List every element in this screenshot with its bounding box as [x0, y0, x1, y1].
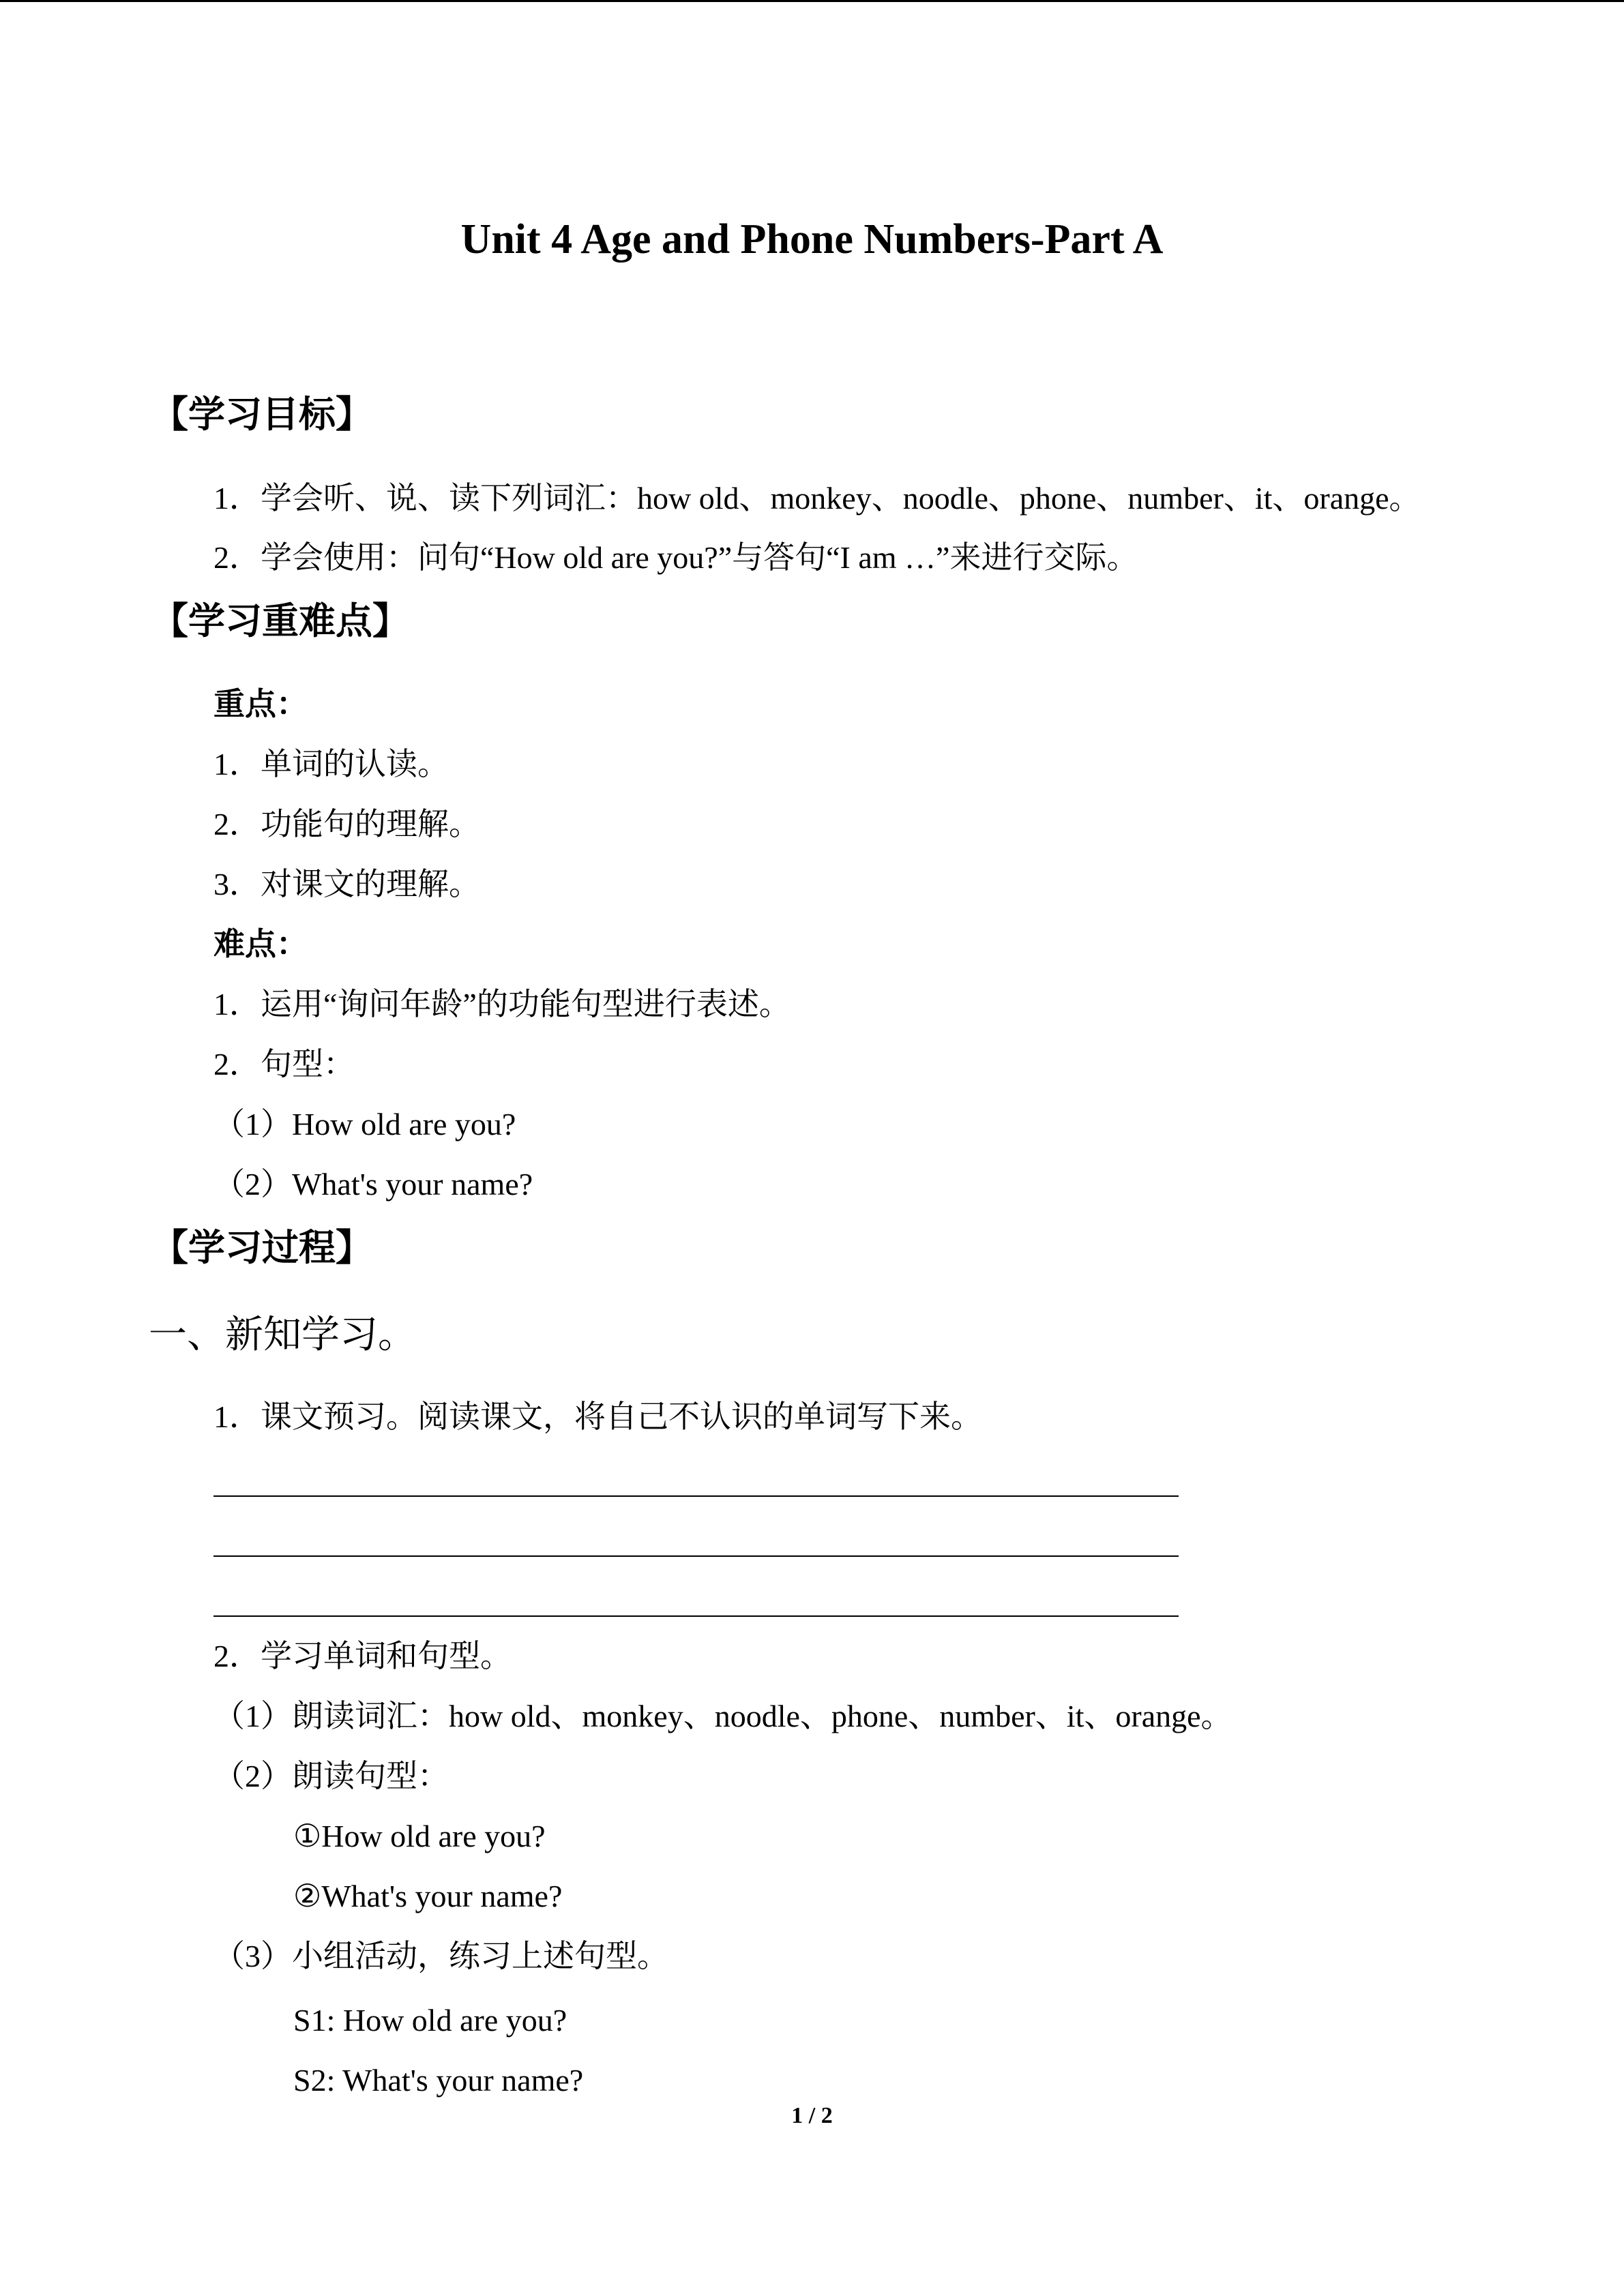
answer-blank-line[interactable]	[213, 1615, 1179, 1617]
sub-step-sentences: （2）朗读句型：	[213, 1759, 449, 1793]
dialog-line: S2: What's your name?	[293, 2063, 584, 2098]
sub-step-group: （3）小组活动，练习上述句型。	[213, 1939, 668, 1973]
page-number: 1 / 2	[791, 2103, 833, 2128]
key-points-heading: 【学习重难点】	[151, 601, 409, 642]
document-title: Unit 4 Age and Phone Numbers-Part A	[460, 216, 1164, 263]
difficulty-item: （1）How old are you?	[213, 1107, 516, 1142]
difficulty-item: 1．运用“询问年龄”的功能句型进行表述。	[213, 987, 791, 1022]
sentence-item: ②What's your name?	[293, 1879, 563, 1913]
difficulty-item: 2．句型：	[213, 1047, 355, 1082]
process-heading: 【学习过程】	[151, 1227, 372, 1268]
answer-blank-line[interactable]	[213, 1495, 1179, 1497]
focus-item: 2．功能句的理解。	[213, 807, 480, 841]
sentence-item: ①How old are you?	[293, 1819, 546, 1853]
sub-step-vocab: （1）朗读词汇：how old、monkey、noodle、phone、number、it、orange。	[213, 1699, 1232, 1733]
answer-blank-line[interactable]	[213, 1555, 1179, 1557]
objectives-heading: 【学习目标】	[151, 394, 372, 435]
difficulty-item: （2）What's your name?	[213, 1167, 533, 1202]
dialog-line: S1: How old are you?	[293, 2003, 567, 2038]
step-preview: 1．课文预习。阅读课文，将自己不认识的单词写下来。	[213, 1399, 982, 1434]
objective-item: 2．学会使用：问句“How old are you?”与答句“I am …”来进行交际。	[213, 540, 1138, 575]
objective-item: 1．学会听、说、读下列词汇：how old、monkey、noodle、phone、number、it、orange。	[213, 481, 1421, 516]
focus-item: 3．对课文的理解。	[213, 867, 480, 901]
section-new-knowledge: 一、新知学习。	[149, 1314, 416, 1356]
step-learn: 2．学习单词和句型。	[213, 1639, 512, 1673]
focus-item: 1．单词的认读。	[213, 747, 449, 781]
difficulty-label: 难点：	[213, 927, 308, 961]
focus-label: 重点：	[213, 687, 308, 721]
